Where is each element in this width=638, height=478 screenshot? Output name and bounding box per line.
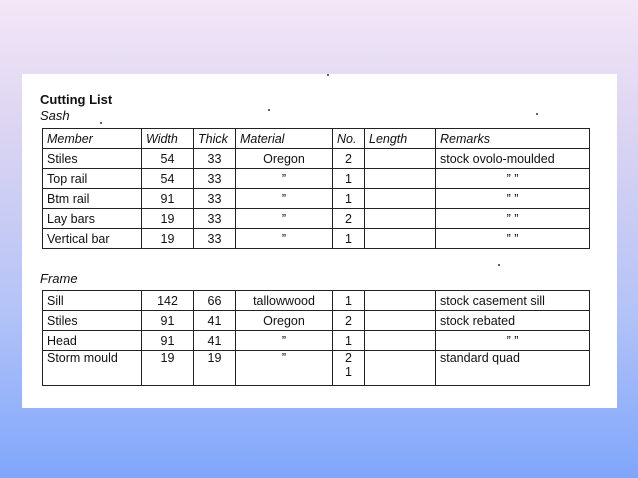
- member-cell: Sill: [43, 291, 142, 311]
- length-cell: [365, 331, 436, 351]
- scan-speck: [100, 122, 102, 124]
- frame-table: [42, 290, 590, 386]
- table-row: [43, 169, 590, 189]
- table-header-row: [43, 129, 590, 149]
- remarks-cell: stock rebated: [436, 311, 590, 331]
- length-cell: [365, 189, 436, 209]
- material-cell: ”: [236, 229, 333, 249]
- thick-cell: 66: [194, 291, 236, 311]
- remarks-cell: ” ”: [436, 209, 590, 229]
- no-value: 2: [345, 351, 352, 365]
- scan-speck: [536, 113, 538, 115]
- material-cell: Oregon: [236, 149, 333, 169]
- thick-cell: 19: [194, 351, 236, 386]
- table-row: [43, 331, 590, 351]
- width-cell: 54: [142, 169, 194, 189]
- column-header: Length: [365, 129, 436, 149]
- remarks-cell: ” ”: [436, 331, 590, 351]
- thick-cell: 33: [194, 169, 236, 189]
- member-cell: Storm mould: [43, 351, 142, 386]
- table-row: [43, 229, 590, 249]
- scan-speck: [498, 264, 500, 266]
- no-cell: 2: [333, 311, 365, 331]
- table-row: [43, 209, 590, 229]
- no-cell: 2: [333, 149, 365, 169]
- member-cell: Lay bars: [43, 209, 142, 229]
- no-cell: [333, 351, 365, 386]
- no-value-extra: 1: [345, 365, 352, 379]
- length-cell: [365, 351, 436, 386]
- length-cell: [365, 149, 436, 169]
- member-cell: Stiles: [43, 311, 142, 331]
- no-cell: 1: [333, 291, 365, 311]
- table-row: [43, 291, 590, 311]
- thick-cell: 33: [194, 209, 236, 229]
- width-cell: 19: [142, 229, 194, 249]
- frame-heading: Frame: [40, 271, 78, 286]
- table-row: [43, 189, 590, 209]
- table-row: [43, 311, 590, 331]
- sash-table: [42, 128, 590, 249]
- no-cell: 2: [333, 209, 365, 229]
- length-cell: [365, 209, 436, 229]
- length-cell: [365, 291, 436, 311]
- sash-heading: Sash: [40, 108, 70, 123]
- width-cell: 91: [142, 311, 194, 331]
- table-row: [43, 149, 590, 169]
- remarks-cell: ” ”: [436, 189, 590, 209]
- member-cell: Top rail: [43, 169, 142, 189]
- thick-cell: 33: [194, 189, 236, 209]
- thick-cell: 41: [194, 331, 236, 351]
- material-cell: ”: [236, 209, 333, 229]
- material-cell: tallowwood: [236, 291, 333, 311]
- member-cell: Stiles: [43, 149, 142, 169]
- column-header: Width: [142, 129, 194, 149]
- length-cell: [365, 311, 436, 331]
- length-cell: [365, 169, 436, 189]
- material-cell: ”: [236, 189, 333, 209]
- no-cell: 1: [333, 169, 365, 189]
- width-cell: 19: [142, 351, 194, 386]
- width-cell: 91: [142, 189, 194, 209]
- column-header: No.: [333, 129, 365, 149]
- length-cell: [365, 229, 436, 249]
- remarks-cell: stock casement sill: [436, 291, 590, 311]
- no-cell: 1: [333, 331, 365, 351]
- no-cell: 1: [333, 229, 365, 249]
- column-header: Material: [236, 129, 333, 149]
- no-cell: 1: [333, 189, 365, 209]
- column-header: Remarks: [436, 129, 590, 149]
- material-cell: ”: [236, 169, 333, 189]
- table-row: [43, 351, 590, 386]
- member-cell: Btm rail: [43, 189, 142, 209]
- thick-cell: 33: [194, 149, 236, 169]
- column-header: Member: [43, 129, 142, 149]
- width-cell: 54: [142, 149, 194, 169]
- scan-speck: [327, 74, 329, 76]
- remarks-cell: standard quad: [436, 351, 590, 386]
- remarks-cell: ” ”: [436, 169, 590, 189]
- remarks-cell: stock ovolo-moulded: [436, 149, 590, 169]
- material-cell: ”: [236, 351, 333, 386]
- thick-cell: 33: [194, 229, 236, 249]
- material-cell: ”: [236, 331, 333, 351]
- width-cell: 19: [142, 209, 194, 229]
- width-cell: 91: [142, 331, 194, 351]
- member-cell: Vertical bar: [43, 229, 142, 249]
- member-cell: Head: [43, 331, 142, 351]
- scan-speck: [268, 109, 270, 111]
- width-cell: 142: [142, 291, 194, 311]
- column-header: Thick: [194, 129, 236, 149]
- document-page: [22, 74, 617, 408]
- remarks-cell: ” ”: [436, 229, 590, 249]
- thick-cell: 41: [194, 311, 236, 331]
- document-title: Cutting List: [40, 92, 113, 107]
- material-cell: Oregon: [236, 311, 333, 331]
